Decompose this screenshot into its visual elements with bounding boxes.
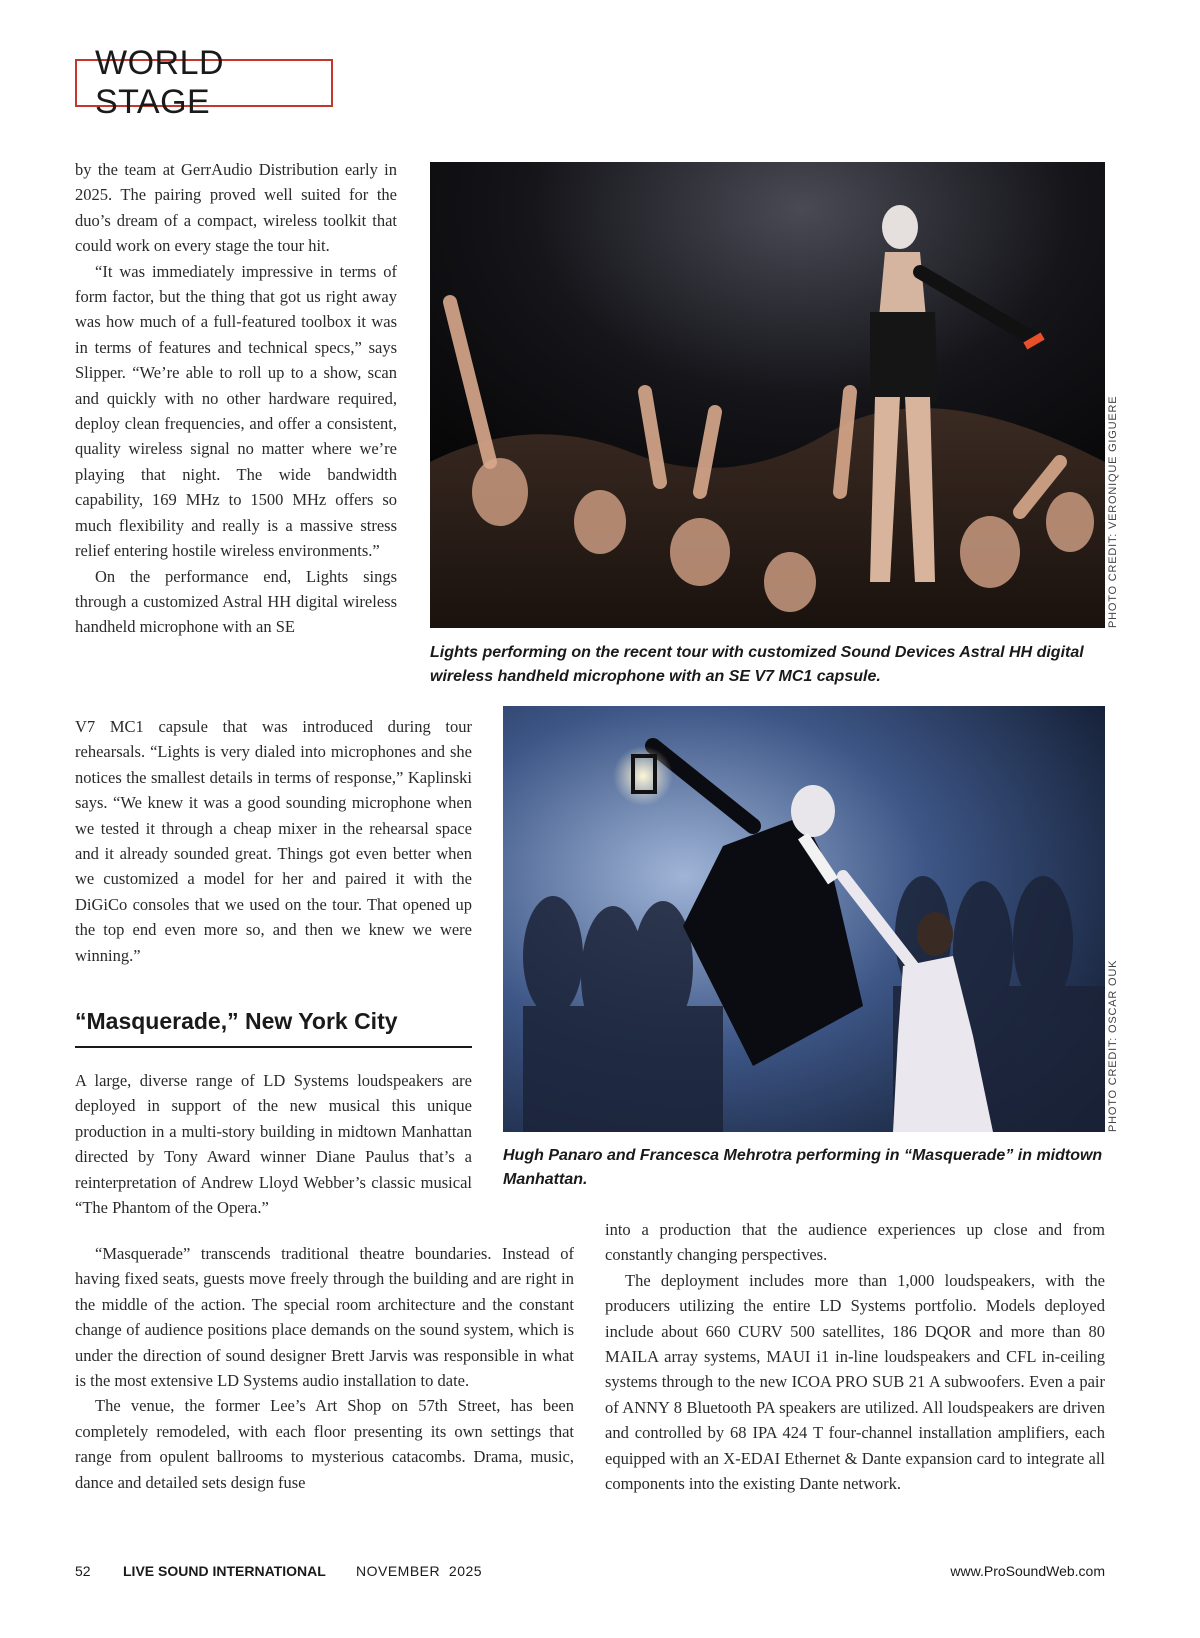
article-column-top-left: [75, 157, 397, 640]
masquerade-photo: [503, 706, 1105, 1132]
footer-page-number: 52: [75, 1563, 91, 1579]
photo-credit: PHOTO CREDIT: OSCAR OUK: [1107, 959, 1119, 1132]
paragraph: The deployment includes more than 1,000 loudspeakers, with the producers utilizing the entire LD Systems portfolio. Models deployed include about 660 CURV 500 satellites, 186 DQOR and more than 80 MAILA array systems, MAUI i1 in-line loudspeakers and CFL in-ceiling systems through to the new ICOA PRO SUB 21 A subwoofers. Even a pair of ANNY 8 Bluetooth PA speakers are utilized. All loudspeakers are driven and controlled by 68 IPA 424 T four-channel installation amplifiers, each equipped with an X-EDAI Ethernet & Dante expansion card to integrate all components into the existing Dante network.: [605, 1270, 1105, 1494]
article-column-bottom-right: [605, 1217, 1105, 1496]
paragraph: by the team at GerrAudio Distribution early in 2025. The pairing proved well suited for the duo’s dream of a compact, wireless toolkit that could work on every stage the tour hit.: [75, 160, 397, 256]
article-column-bottom-left: [75, 1241, 574, 1495]
paragraph: into a production that the audience experiences up close and from constantly changing perspectives.: [605, 1220, 1105, 1265]
section-header: [75, 44, 333, 121]
section-subhead: [75, 1008, 472, 1048]
footer-issue: NOVEMBER 2025: [356, 1563, 483, 1579]
section-title: WORLD STAGE: [95, 44, 225, 121]
article-column-mid-left: [75, 714, 472, 968]
photo-credit: PHOTO CREDIT: VERONIQUE GIGUERE: [1107, 395, 1119, 628]
paragraph: On the performance end, Lights sings through a customized Astral HH digital wireless handheld microphone with an SE: [75, 566, 397, 637]
footer-website[interactable]: www.ProSoundWeb.com: [950, 1563, 1105, 1579]
paragraph: V7 MC1 capsule that was introduced during tour rehearsals. “Lights is very dialed into microphones and she notices the smallest details in terms of response,” Kaplinski says. “We knew it was a good sounding microphone when we tested it through a cheap mixer in the rehearsal space and it already sounded great. Things got even better when we customized a model for her and paired it with the DiGiCo consoles that we used on the tour. That opened up the top end even more so, and then we knew we were winning.”: [75, 717, 472, 965]
photo-caption: Hugh Panaro and Francesca Mehrotra performing in “Masquerade” in midtown Manhattan.: [503, 1147, 1103, 1188]
article-column-masquerade: [75, 1068, 472, 1220]
paragraph: The venue, the former Lee’s Art Shop on 57th Street, has been completely remodeled, with each floor presenting its own settings that range from opulent ballrooms to mysterious catacombs. Drama, music, dance and detailed sets design fuse: [75, 1396, 574, 1492]
photo-caption: Lights performing on the recent tour with customized Sound Devices Astral HH digital wireless handheld microphone with an SE V7 MC1 capsule.: [430, 644, 1084, 685]
concert-photo: [430, 162, 1105, 628]
paragraph: A large, diverse range of LD Systems loudspeakers are deployed in support of the new musical this unique production in a multi-story building in midtown Manhattan directed by Tony Award winner Diane Paulus that’s a reinterpretation of Andrew Lloyd Webber’s classic musical “The Phantom of the Opera.”: [75, 1071, 472, 1218]
paragraph: “It was immediately impressive in terms of form factor, but the thing that got us right away was how much of a full-featured toolbox it was in terms of features and technical specs,” says Slipper. “We’re able to roll up to a show, scan and quickly with no other hardware required, deploy clean frequencies, and offer a consistent, quality wireless signal no matter where we’re playing that night. The wide bandwidth capability, 169 MHz to 1500 MHz offers so much flexibility and really is a massive stress relief entering hostile wireless environments.”: [75, 261, 397, 561]
paragraph: “Masquerade” transcends traditional theatre boundaries. Instead of having fixed seats, guests move freely through the building and are right in the middle of the action. The special room architecture and the constant change of audience positions place demands on the sound system, which is under the direction of sound designer Brett Jarvis was responsible in what is the most extensive LD Systems audio installation to date.: [75, 1244, 574, 1391]
footer-publication: LIVE SOUND INTERNATIONAL: [123, 1563, 326, 1579]
subhead-title: “Masquerade,” New York City: [75, 1008, 398, 1034]
